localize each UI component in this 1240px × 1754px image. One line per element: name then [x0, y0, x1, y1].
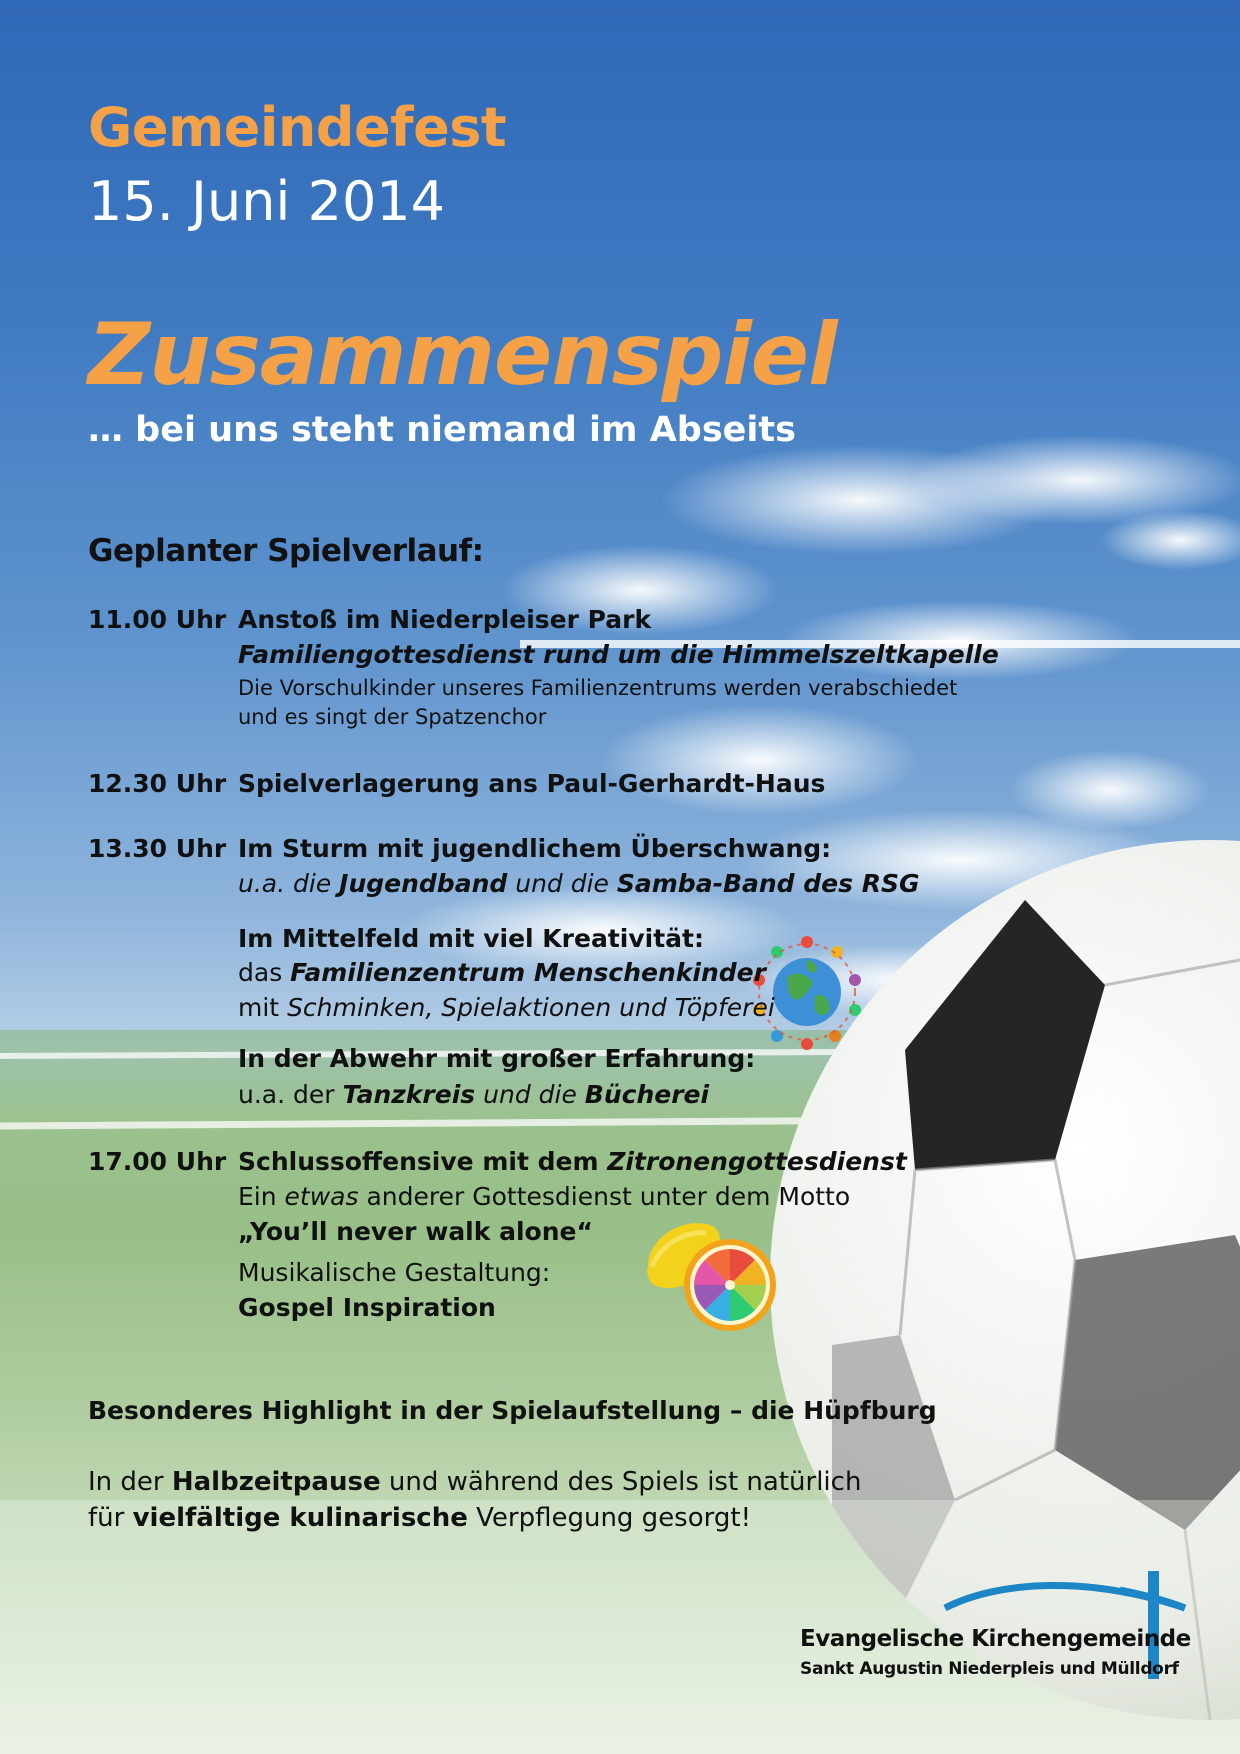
- text-run: Ein: [238, 1182, 277, 1211]
- text-run: und während des Spiels ist natürlich: [388, 1467, 862, 1497]
- text-run: etwas: [284, 1182, 359, 1211]
- schedule-title-1330: Im Sturm mit jugendlichem Überschwang:: [238, 834, 832, 863]
- catering-line1: [88, 1467, 861, 1497]
- service-motto: „You’ll never walk alone“: [238, 1217, 593, 1246]
- midfield-title: Im Mittelfeld mit viel Kreativität:: [238, 924, 704, 953]
- text-run: Verpflegung gesorgt!: [476, 1503, 751, 1533]
- text-run: u.a. die: [238, 869, 332, 898]
- schedule-title-1100: Anstoß im Niederpleiser Park: [238, 605, 652, 634]
- schedule-detail-1700: [238, 1182, 850, 1211]
- schedule-heading: Geplanter Spielverlauf:: [88, 533, 484, 569]
- defense-title: In der Abwehr mit großer Erfahrung:: [238, 1044, 756, 1073]
- text-run: mit: [238, 993, 280, 1022]
- organization-name: Evangelische Kirchengemeinde: [800, 1626, 1191, 1652]
- schedule-detail-1100-line1: Die Vorschulkinder unseres Familienzentrums werden verabschiedet: [238, 676, 958, 700]
- event-title: Gemeindefest: [88, 96, 507, 159]
- text-run: Zitronengottesdienst: [607, 1147, 907, 1176]
- schedule-subtitle-1100: Familiengottesdienst rund um die Himmelszeltkapelle: [238, 640, 999, 669]
- text-run: für: [88, 1503, 125, 1533]
- organization-subtitle: Sankt Augustin Niederpleis und Mülldorf: [800, 1659, 1179, 1679]
- text-run: u.a. der: [238, 1080, 335, 1109]
- music-label: Musikalische Gestaltung:: [238, 1258, 551, 1287]
- catering-line2: [88, 1503, 751, 1533]
- music-group: Gospel Inspiration: [238, 1293, 496, 1322]
- text-run: das: [238, 958, 283, 987]
- schedule-time-1330: 13.30 Uhr: [88, 834, 227, 863]
- text-run: Jugendband: [339, 869, 508, 898]
- text-run: vielfältige kulinarische: [132, 1503, 468, 1533]
- text-run: anderer Gottesdienst unter dem Motto: [366, 1182, 851, 1211]
- text-run: Schlussoffensive mit dem: [238, 1147, 599, 1176]
- midfield-line2: [238, 958, 766, 987]
- text-run: Tanzkreis: [342, 1080, 476, 1109]
- schedule-time-1230: 12.30 Uhr: [88, 769, 227, 798]
- text-run: Samba-Band des RSG: [616, 869, 920, 898]
- text-run: Familienzentrum Menschenkinder: [290, 958, 766, 987]
- schedule-time-1100: 11.00 Uhr: [88, 605, 227, 634]
- schedule-title-1230: Spielverlagerung ans Paul-Gerhardt-Haus: [238, 769, 826, 798]
- event-tagline: … bei uns steht niemand im Abseits: [88, 410, 796, 450]
- text-run: und die: [515, 869, 609, 898]
- text-run: Schminken, Spielaktionen und Töpferei: [287, 993, 775, 1022]
- schedule-detail-1100-line2: und es singt der Spatzenchor: [238, 705, 547, 729]
- text-run: In der: [88, 1467, 164, 1497]
- text-run: Halbzeitpause: [171, 1467, 381, 1497]
- event-motto: Zusammenspiel: [88, 305, 837, 405]
- highlight-line: Besonderes Highlight in der Spielaufstellung – die Hüpfburg: [88, 1396, 937, 1425]
- midfield-line3: [238, 993, 775, 1022]
- schedule-title-1700: [238, 1147, 907, 1176]
- event-date: 15. Juni 2014: [88, 170, 446, 233]
- text-run: und die: [483, 1080, 577, 1109]
- schedule-time-1700: 17.00 Uhr: [88, 1147, 227, 1176]
- schedule-detail-1330: [238, 869, 919, 898]
- text-run: Bücherei: [584, 1080, 710, 1109]
- lemon-icon: [640, 1215, 780, 1335]
- defense-line2: [238, 1080, 709, 1109]
